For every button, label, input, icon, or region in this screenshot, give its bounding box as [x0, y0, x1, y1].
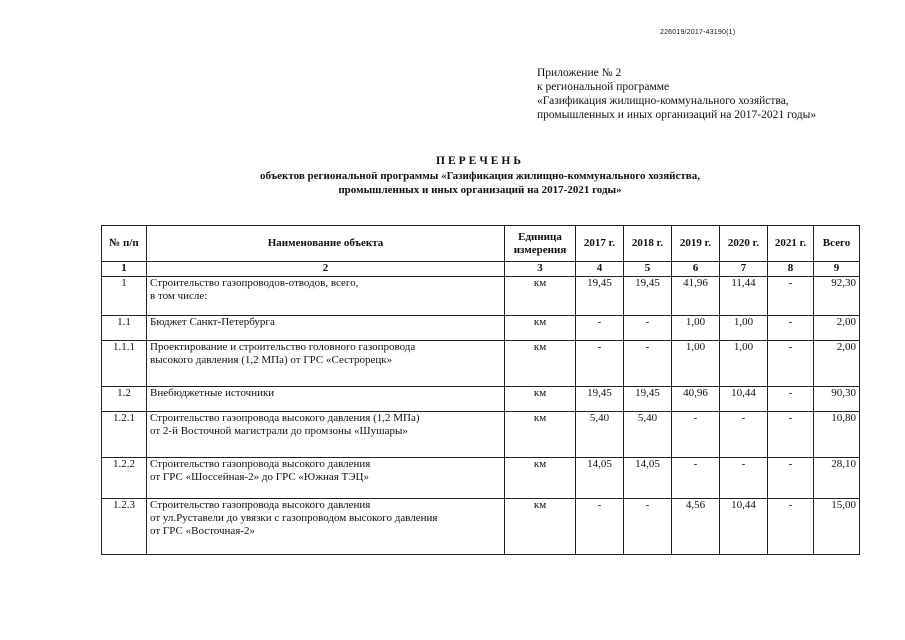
- row-num-cell: 1.2: [102, 387, 147, 412]
- value-2020-cell: 1,00: [720, 316, 768, 341]
- row-num-cell: 1.2.1: [102, 412, 147, 458]
- objects-table: [101, 225, 860, 555]
- value-2021-cell: -: [768, 277, 814, 316]
- total-cell: 90,30: [814, 387, 860, 412]
- value-2021-cell: -: [768, 412, 814, 458]
- value-2017-cell: 19,45: [576, 277, 624, 316]
- document-heading: [100, 154, 860, 197]
- unit-cell: км: [505, 458, 576, 499]
- total-cell: 2,00: [814, 341, 860, 387]
- object-name-cell: Строительство газопроводов-отводов, всего, в том числе:: [147, 277, 505, 316]
- column-number: 3: [505, 262, 576, 277]
- total-cell: 28,10: [814, 458, 860, 499]
- appendix-line-3: «Газификация жилищно-коммунального хозяйства,: [537, 95, 789, 107]
- table-row: [102, 341, 860, 387]
- document-title: ПЕРЕЧЕНЬ: [436, 155, 524, 167]
- value-2019-cell: 1,00: [672, 341, 720, 387]
- column-number: 1: [102, 262, 147, 277]
- value-2019-cell: 40,96: [672, 387, 720, 412]
- column-number: 8: [768, 262, 814, 277]
- column-number: 2: [147, 262, 505, 277]
- table-row: [102, 316, 860, 341]
- header-2021: 2021 г.: [768, 226, 814, 262]
- table-row: [102, 458, 860, 499]
- value-2021-cell: -: [768, 316, 814, 341]
- object-name-cell: Строительство газопровода высокого давления от ул.Руставели до увязки с газопроводом высокого давления от ГРС «Восточная-2»: [147, 499, 505, 555]
- value-2018-cell: 19,45: [624, 387, 672, 412]
- row-num-cell: 1: [102, 277, 147, 316]
- table-body: [102, 277, 860, 555]
- appendix-line-2: к региональной программе: [537, 81, 670, 93]
- unit-cell: км: [505, 387, 576, 412]
- value-2021-cell: -: [768, 458, 814, 499]
- value-2021-cell: -: [768, 341, 814, 387]
- value-2017-cell: -: [576, 499, 624, 555]
- table-row: [102, 277, 860, 316]
- column-number: 7: [720, 262, 768, 277]
- table-row: [102, 412, 860, 458]
- value-2018-cell: -: [624, 341, 672, 387]
- value-2017-cell: 19,45: [576, 387, 624, 412]
- value-2020-cell: 10,44: [720, 499, 768, 555]
- table-row: [102, 499, 860, 555]
- header-2019: 2019 г.: [672, 226, 720, 262]
- header-2020: 2020 г.: [720, 226, 768, 262]
- unit-cell: км: [505, 277, 576, 316]
- row-num-cell: 1.1: [102, 316, 147, 341]
- column-number: 9: [814, 262, 860, 277]
- unit-cell: км: [505, 499, 576, 555]
- value-2017-cell: -: [576, 341, 624, 387]
- appendix-line-4: промышленных и иных организаций на 2017-2021 годы»: [537, 109, 817, 121]
- header-2017: 2017 г.: [576, 226, 624, 262]
- total-cell: 92,30: [814, 277, 860, 316]
- value-2017-cell: 14,05: [576, 458, 624, 499]
- object-name-cell: Проектирование и строительство головного газопровода высокого давления (1,2 МПа) от ГРС «Сестрорецк»: [147, 341, 505, 387]
- header-2018: 2018 г.: [624, 226, 672, 262]
- value-2018-cell: -: [624, 316, 672, 341]
- appendix-line-1: Приложение № 2: [537, 67, 622, 79]
- unit-cell: км: [505, 316, 576, 341]
- value-2019-cell: -: [672, 458, 720, 499]
- column-number: 6: [672, 262, 720, 277]
- table-row: [102, 387, 860, 412]
- value-2021-cell: -: [768, 387, 814, 412]
- document-id: 226019/2017-43190(1): [660, 29, 736, 36]
- row-num-cell: 1.2.2: [102, 458, 147, 499]
- value-2018-cell: 5,40: [624, 412, 672, 458]
- value-2017-cell: 5,40: [576, 412, 624, 458]
- unit-cell: км: [505, 341, 576, 387]
- header-total: Всего: [814, 226, 860, 262]
- object-name-cell: Внебюджетные источники: [147, 387, 505, 412]
- total-cell: 15,00: [814, 499, 860, 555]
- header-unit: Единица измерения: [505, 226, 576, 262]
- total-cell: 10,80: [814, 412, 860, 458]
- unit-cell: км: [505, 412, 576, 458]
- value-2019-cell: 4,56: [672, 499, 720, 555]
- column-number: 4: [576, 262, 624, 277]
- appendix-block: [537, 66, 816, 122]
- value-2018-cell: 14,05: [624, 458, 672, 499]
- value-2020-cell: -: [720, 412, 768, 458]
- header-name: Наименование объекта: [147, 226, 505, 262]
- row-num-cell: 1.1.1: [102, 341, 147, 387]
- value-2018-cell: 19,45: [624, 277, 672, 316]
- value-2019-cell: 41,96: [672, 277, 720, 316]
- value-2018-cell: -: [624, 499, 672, 555]
- value-2020-cell: 10,44: [720, 387, 768, 412]
- value-2020-cell: 11,44: [720, 277, 768, 316]
- value-2019-cell: 1,00: [672, 316, 720, 341]
- column-number: 5: [624, 262, 672, 277]
- value-2019-cell: -: [672, 412, 720, 458]
- heading-line-2: промышленных и иных организаций на 2017-2021 годы»: [338, 184, 622, 196]
- object-name-cell: Бюджет Санкт-Петербурга: [147, 316, 505, 341]
- heading-line-1: объектов региональной программы «Газификация жилищно-коммунального хозяйства,: [260, 170, 700, 182]
- table-header-row: [102, 226, 860, 262]
- column-number-row: [102, 262, 860, 277]
- value-2017-cell: -: [576, 316, 624, 341]
- value-2020-cell: 1,00: [720, 341, 768, 387]
- header-num: № п/п: [102, 226, 147, 262]
- total-cell: 2,00: [814, 316, 860, 341]
- object-name-cell: Строительство газопровода высокого давления (1,2 МПа) от 2-й Восточной магистрали до промзоны «Шушары»: [147, 412, 505, 458]
- value-2020-cell: -: [720, 458, 768, 499]
- row-num-cell: 1.2.3: [102, 499, 147, 555]
- object-name-cell: Строительство газопровода высокого давления от ГРС «Шоссейная-2» до ГРС «Южная ТЭЦ»: [147, 458, 505, 499]
- value-2021-cell: -: [768, 499, 814, 555]
